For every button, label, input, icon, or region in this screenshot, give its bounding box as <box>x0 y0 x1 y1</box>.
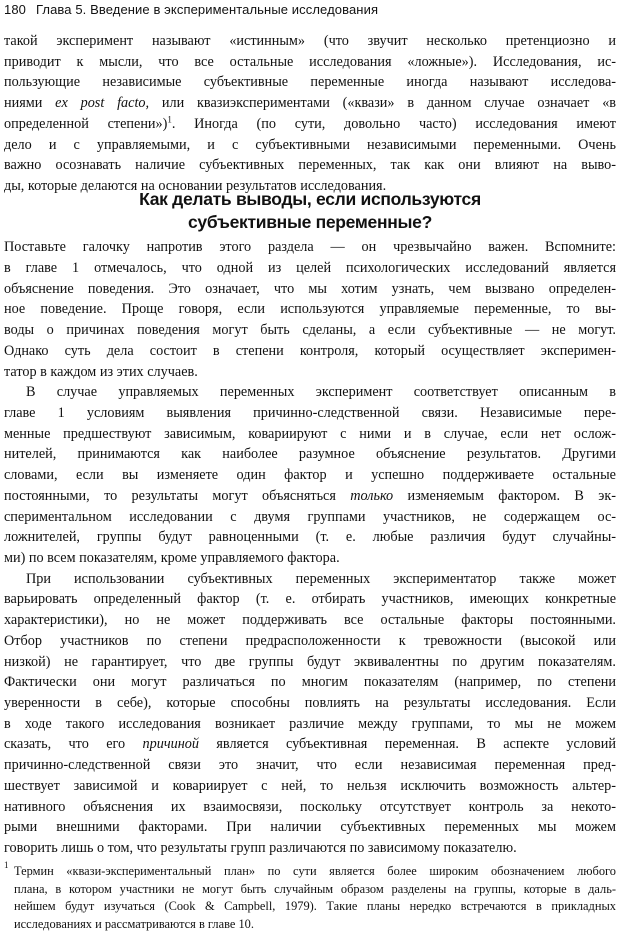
text-line: Фактически они могут различаться по многим показателям (например, по степени <box>4 674 616 691</box>
text-line: говорить лишь о том, что результаты групп различаются по зависимому показателю. <box>4 840 517 856</box>
text-line: в ходе такого исследования возникает различие между группами, то мы не можем <box>4 715 616 732</box>
text-line: такой эксперимент называют «истинным» (что звучит несколько претенциозно и <box>4 33 616 49</box>
text-line: главе 1 условиям выявления причинно-следственной связи. Независимые пере- <box>4 404 616 421</box>
text-line: менные предшествуют зависимым, ковариируют с ними и в случае, если нет ослож- <box>4 425 616 442</box>
footnote-line: исследованиях и рассматриваются в главе 10. <box>14 916 254 931</box>
emphasis: только <box>350 487 394 504</box>
text-line: спериментальном исследовании с двумя группами участников, не содержащем ос- <box>4 508 616 525</box>
emphasis: причиной <box>142 736 199 753</box>
text-line: объяснение поведения. Это означает, что мы хотим узнать, чем вызвано определен- <box>4 280 616 297</box>
text-line: татор в каждом из этих случаев. <box>4 363 198 380</box>
text-line: сказать, что его причиной является субъективная переменная. В аспекте условий <box>4 736 616 753</box>
text-line: постоянными, то результаты могут объясняться только изменяемым фактором. В эк- <box>4 487 616 504</box>
text-line: словами, если вы изменяете один фактор и успешно поддерживаете остальные <box>4 467 616 484</box>
text-line: Однако суть дела состоит в степени контроля, который осуществляет эксперимен- <box>4 342 616 359</box>
text-line: определенной степени»)$^1$. Иногда (по сути, довольно часто) исследования имеют <box>4 114 617 132</box>
text-line: Отбор участников по степени предрасположенности к тревожности (высокой или <box>4 632 616 649</box>
text-line: В случае управляемых переменных эксперимент соответствует описанным в <box>26 384 616 401</box>
text-line: шествует зависимой и ковариирует с ней, то нельзя исключить возможность альтер- <box>4 777 616 794</box>
text-line: характеристики), но не может поддерживать все остальные факторы постоянными. <box>4 612 616 629</box>
text-line: ложнителей, группы будут равноценными (т. е. любые различия будут случайны- <box>4 529 616 546</box>
footnote-marker: 1 <box>4 860 9 870</box>
text-line: пользующие независимые субъективные переменные иногда называют исследова- <box>4 74 616 91</box>
text-line: важно осознавать наличие субъективных переменных, так как они влияют на выво- <box>4 157 616 174</box>
text-line: причинно-следственной связи это значит, что если независимая переменная пред- <box>4 757 616 774</box>
text-line: воды о причинах поведения могут быть сделаны, а если субъективные — не могут. <box>4 322 616 339</box>
text-line: нителей, принимаются как наиболее разумное объяснение результатов. Другими <box>4 446 616 463</box>
text-line: в главе 1 отмечалось, что одной из целей психологических исследований является <box>4 259 616 276</box>
footnote-reference: 1 <box>167 114 172 125</box>
footnote-line: плана, в котором участники не могут быть случайным образом разделены на группы, которые в даль- <box>14 881 616 896</box>
text-line: низкой) не гарантирует, что две группы будут эквивалентны по другим показателям. <box>4 653 616 670</box>
text-line: ды, которые делаются на основании результатов исследования. <box>4 178 387 194</box>
section-heading-line: субъективные переменные? <box>188 211 432 232</box>
latin-term: ex post facto, <box>55 95 150 112</box>
text-line: ниями ex post facto, или квазиэкспериментами («квази» в данном случае означает «в <box>4 95 617 112</box>
page-number: 180 <box>4 2 26 17</box>
text-line: дело и с управляемыми, и с субъективными независимыми переменными. Очень <box>4 136 616 153</box>
footnote-line: нейшем будут изучаться (Cook & Campbell, 1979). Такие планы нередко встречаются в прикладных <box>14 899 616 913</box>
footnote-line: Термин «квази-экспериментальный план» по сути является более широким обозначением любого <box>14 864 616 878</box>
chapter-title: Глава 5. Введение в экспериментальные исследования <box>36 2 379 17</box>
text-line: ное поведение. Проще говоря, если используются управляемые переменные, то вы- <box>4 301 616 318</box>
text-line: При использовании субъективных переменных экспериментатор также может <box>26 570 616 587</box>
text-line: ми) по всем показателям, кроме управляемого фактора. <box>4 549 340 566</box>
text-line: варьировать определенный фактор (т. е. отбирать участников, имеющих конкретные <box>4 591 616 608</box>
running-header <box>4 2 378 17</box>
text-line: нативного объяснения их взаимосвязи, поскольку отсутствует контроль за некото- <box>4 798 616 815</box>
text-line: Поставьте галочку напротив этого раздела — он чрезвычайно важен. Вспомните: <box>4 239 616 256</box>
section-heading-line: Как делать выводы, если используются <box>139 188 481 209</box>
text-line: уверенности в себе), которые способны повлиять на результаты исследования. Если <box>4 694 616 711</box>
text-line: рыми внешними факторами. При наличии субъективных переменных мы можем <box>4 819 616 836</box>
text-line: приводит к мысли, что все остальные исследования «ложные»). Исследования, ис- <box>4 53 616 70</box>
